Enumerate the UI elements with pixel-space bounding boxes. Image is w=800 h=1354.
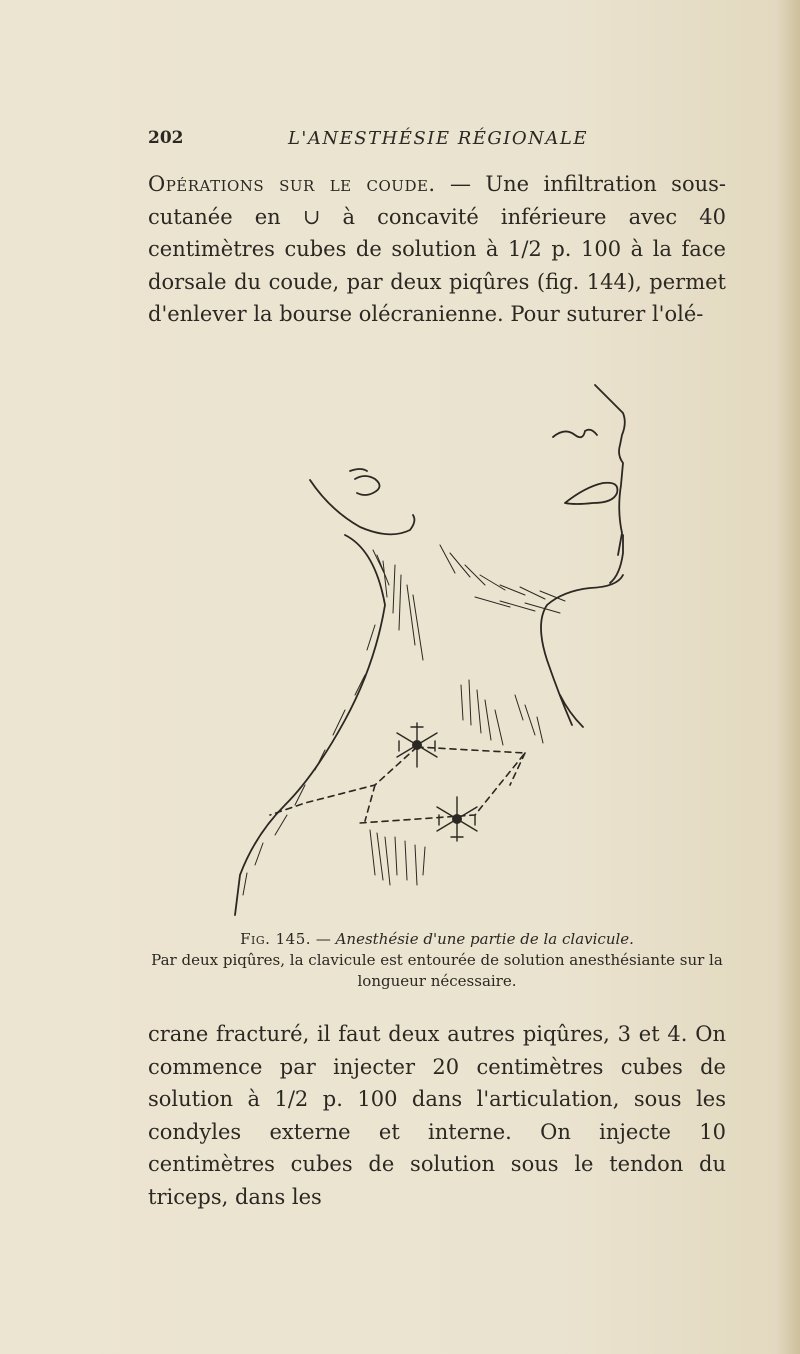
chest-hatching xyxy=(370,830,425,885)
clavicle-anesthesia-illustration xyxy=(225,375,645,920)
clavicle-dashed-lower xyxy=(365,753,525,821)
injection-site-lower xyxy=(437,797,477,841)
heading-dash: — xyxy=(435,172,486,196)
ear-lobe-line xyxy=(350,469,367,471)
figure-description: Par deux piqûres, la clavicule est entourée de solution anesthésiante sur la longueur nécessaire. xyxy=(151,951,723,990)
neck-hatching xyxy=(243,550,423,895)
mouth-line xyxy=(565,483,617,504)
running-head: L'ANESTHÉSIE RÉGIONALE xyxy=(287,128,589,149)
figure-caption xyxy=(148,928,726,992)
section-heading: Opérations sur le coude. xyxy=(148,172,436,196)
page-header xyxy=(148,124,728,154)
nape-contour xyxy=(310,480,414,534)
jaw-line xyxy=(541,575,623,725)
throat-hatching xyxy=(461,680,543,745)
ear-line xyxy=(355,476,380,495)
figure-title: Anesthésie d'une partie de la clavicule. xyxy=(335,930,634,948)
paragraph-bottom: crane fracturé, il faut deux autres piqûres, 3 et 4. On commence par injecter 20 centimètres cubes de solution à 1/2 p. 100 dans l'articulation, sous les condyles externe et interne. On injecte 10 centimètres cubes de solution sous le tendon du triceps, dans les xyxy=(148,1022,726,1209)
figure-label: Fig. 145. xyxy=(240,930,312,948)
caption-title-line xyxy=(148,928,726,950)
clavicle-dashed-outline xyxy=(270,747,525,823)
page-number: 202 xyxy=(148,128,184,148)
jaw-hatching xyxy=(440,545,565,613)
paragraph-top xyxy=(148,168,726,331)
nose-lip-line xyxy=(553,430,597,438)
paragraph-top-text: Une infiltration sous-cutanée en ∪ à concavité inférieure avec 40 centimètres cubes de solution à 1/2 p. 100 à la face dorsale du coude, par deux piqûres (fig. 144), permet d'enlever la bourse olécranienne. Pour suturer l'olé- xyxy=(148,172,726,326)
figure-dash: — xyxy=(311,930,336,948)
face-profile-line xyxy=(595,385,625,555)
injection-site-upper xyxy=(397,723,437,767)
